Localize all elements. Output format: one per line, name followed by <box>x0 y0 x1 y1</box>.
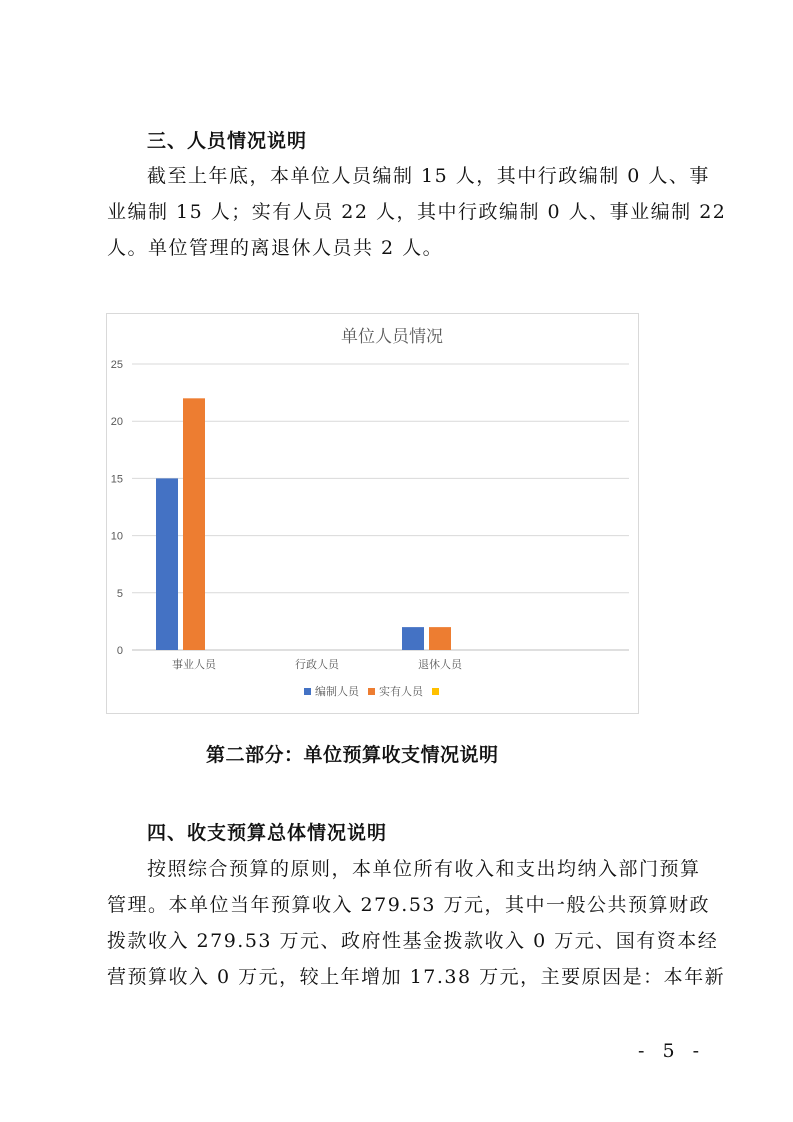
chart-title: 单位人员情况 <box>341 327 443 346</box>
paragraph-line: 截至上年底，本单位人员编制 15 人，其中行政编制 0 人、事 <box>147 165 710 187</box>
paragraph-line: 按照综合预算的原则，本单位所有收入和支出均纳入部门预算 <box>147 858 701 880</box>
y-tick-label: 5 <box>116 587 123 600</box>
paragraph-line: 拨款收入 279.53 万元、政府性基金拨款收入 0 万元、国有资本经 <box>107 930 719 952</box>
legend-label: 编制人员 <box>315 686 359 698</box>
x-tick-label: 事业人员 <box>172 659 216 671</box>
section-4-paragraph <box>107 851 726 995</box>
paragraph-line: 管理。本单位当年预算收入 279.53 万元，其中一般公共预算财政 <box>107 894 711 916</box>
legend-swatch <box>304 688 311 695</box>
y-tick-label: 15 <box>110 473 123 486</box>
x-tick-label: 行政人员 <box>295 659 339 671</box>
section-3-heading: 三、人员情况说明 <box>147 130 308 152</box>
section-3-paragraph <box>107 158 727 266</box>
bar <box>183 398 205 650</box>
section-4-heading: 四、收支预算总体情况说明 <box>147 822 388 844</box>
legend-swatch <box>368 688 375 695</box>
y-tick-label: 10 <box>110 530 123 543</box>
bar <box>156 478 178 650</box>
y-tick-label: 0 <box>116 645 123 657</box>
page-number: - 5 - <box>638 1040 706 1062</box>
bar <box>402 627 424 650</box>
chart-svg <box>107 314 640 715</box>
y-tick-label: 25 <box>110 359 123 371</box>
part-2-title: 第二部分：单位预算收支情况说明 <box>206 744 499 766</box>
legend-swatch <box>432 688 439 695</box>
legend-label: 实有人员 <box>379 686 423 698</box>
staff-chart <box>106 313 639 714</box>
paragraph-line: 营预算收入 0 万元，较上年增加 17.38 万元，主要原因是：本年新 <box>107 966 726 988</box>
paragraph-line: 业编制 15 人；实有人员 22 人，其中行政编制 0 人、事业编制 22 <box>107 201 727 223</box>
paragraph-line: 人。单位管理的离退休人员共 2 人。 <box>107 237 444 259</box>
y-tick-label: 20 <box>110 416 123 429</box>
bar <box>429 627 451 650</box>
x-tick-label: 退休人员 <box>418 659 462 671</box>
